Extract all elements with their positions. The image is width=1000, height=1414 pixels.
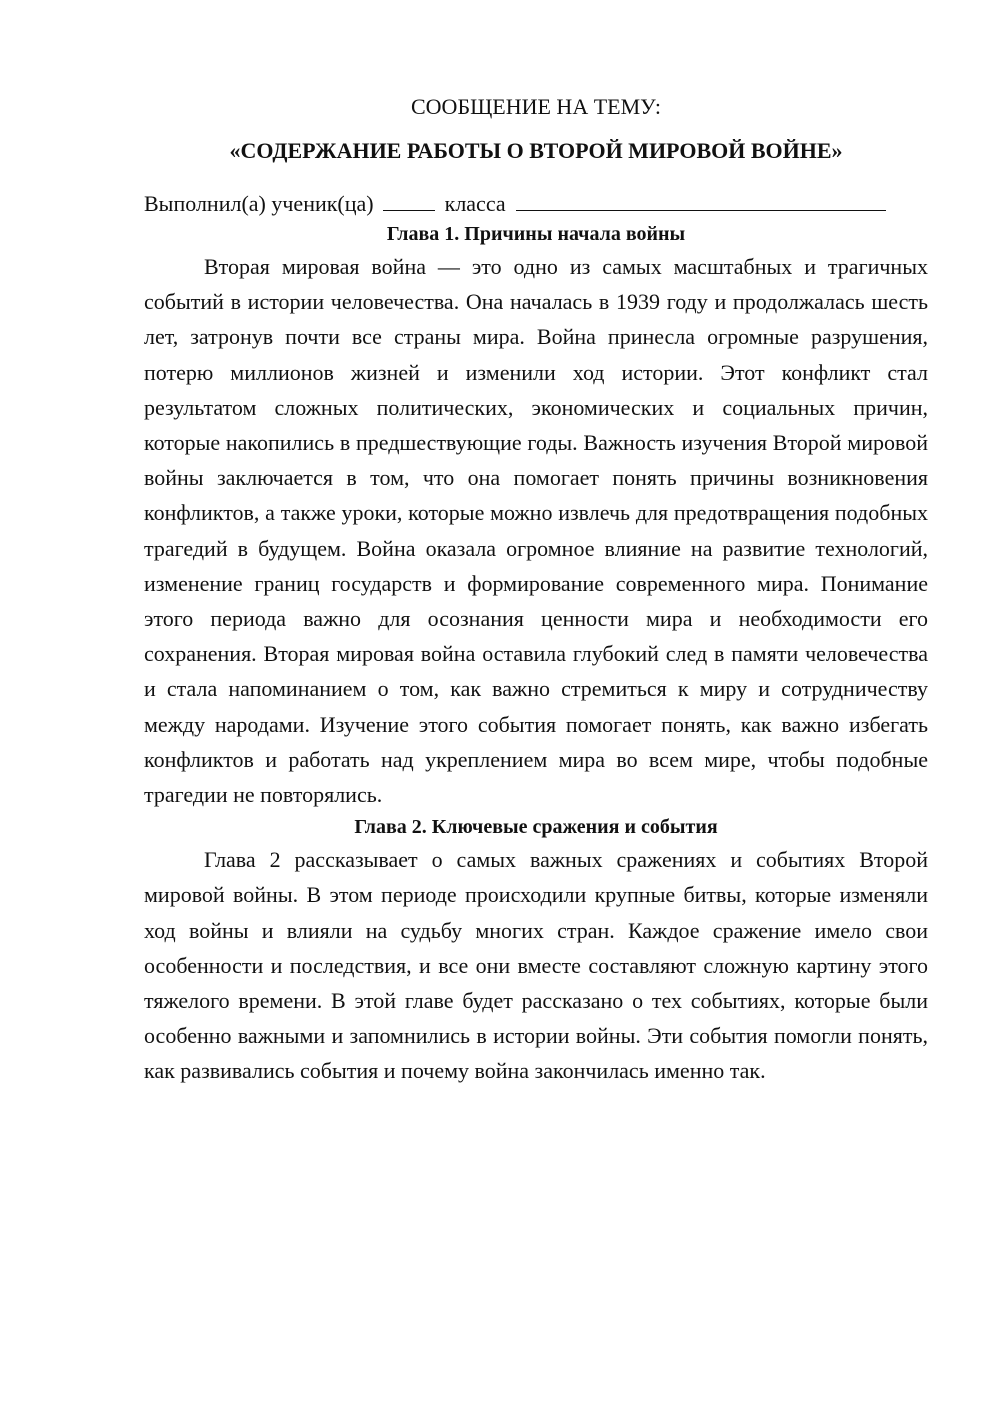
author-prefix: Выполнил(а) ученик(ца) bbox=[144, 191, 374, 216]
document-title-line1: СООБЩЕНИЕ НА ТЕМУ: bbox=[411, 94, 661, 119]
class-number-blank[interactable] bbox=[383, 188, 435, 211]
chapter-1-heading: Глава 1. Причины начала войны bbox=[386, 223, 686, 245]
chapter-1-paragraph: Вторая мировая война — это одно из самых масштабных и трагичных событий в истории человечества. Она началась в 1939 году и продолжалась шесть лет, затронув почти все страны мира. Война принесла огромные разрушения, потерю миллионов жизней и изменили ход истории. Этот конфликт стал результатом сложных политических, экономических и социальных причин, которые накопились в предшествующие годы. Важность изучения Второй мировой войны заключается в том, что она помогает понять причины возникновения конфликтов, а также уроки, которые можно извлечь для предотвращения подобных трагедий в будущем. Война оказала огромное влияние на развитие технологий, изменение границ государств и формирование современного мира. Понимание этого периода важно для осознания ценности мира и необходимости его сохранения. Вторая мировая война оставила глубокий след в памяти человечества и стала напоминанием о том, как важно стремиться к миру и сотрудничеству между народами. Изучение этого события помогает понять, как важно избегать конфликтов и работать над укреплением мира во всем мире, чтобы подобные трагедии не повторялись. bbox=[144, 254, 928, 808]
chapter-2-paragraph: Глава 2 рассказывает о самых важных сражениях и событиях Второй мировой войны. В этом периоде происходили крупные битвы, которые изменяли ход войны и влияли на судьбу многих стран. Каждое сражение имело свои особенности и последствия, и все они вместе составляют сложную картину этого тяжелого времени. В этой главе будет рассказано о тех событиях, которые были особенно важными и запомнились в истории войны. Эти события помогли понять, как развивались события и почему война закончилась именно так. bbox=[144, 847, 928, 1084]
author-line bbox=[144, 188, 928, 219]
student-name-blank[interactable] bbox=[516, 188, 886, 211]
author-middle: класса bbox=[444, 191, 506, 216]
chapter-2-heading: Глава 2. Ключевые сражения и события bbox=[354, 816, 718, 839]
document-page bbox=[144, 92, 928, 1089]
document-title-line2: «СОДЕРЖАНИЕ РАБОТЫ О ВТОРОЙ МИРОВОЙ ВОЙНЕ» bbox=[229, 138, 843, 163]
